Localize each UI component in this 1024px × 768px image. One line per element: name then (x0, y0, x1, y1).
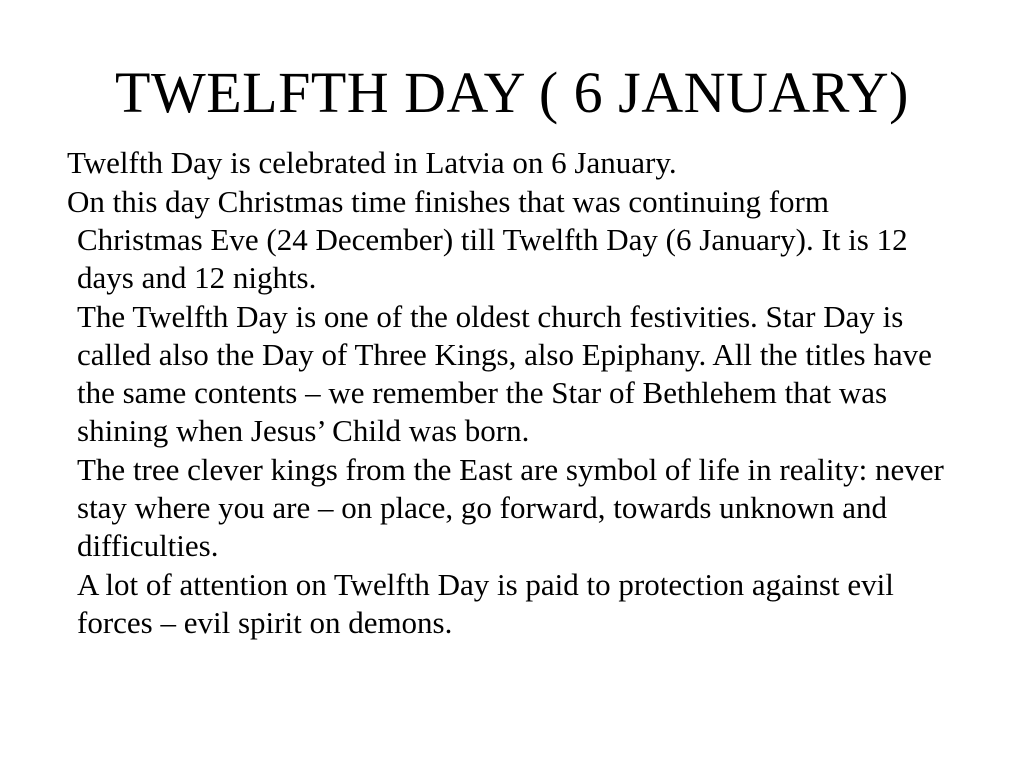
paragraph-church-festivity: The Twelfth Day is one of the oldest church festivities. Star Day is called also the Day of Three Kings, also Epiphany. All the titles have the same contents – we remember the Star of Bethlehem that was shining when Jesus’ Child was born. (77, 299, 932, 448)
slide-body (62, 144, 962, 643)
paragraph-protection: A lot of attention on Twelfth Day is paid to protection against evil forces – evil spirit on demons. (77, 567, 894, 640)
paragraph-three-kings: The tree clever kings from the East are symbol of life in reality: never stay where you are – on place, go forward, towards unknown and difficulties. (77, 452, 944, 563)
paragraph-christmas-time: On this day Christmas time finishes that was continuing form Christmas Eve (24 December) till Twelfth Day (6 January). It is 12 days and 12 nights. (67, 184, 908, 295)
paragraph-celebration-date: Twelfth Day is celebrated in Latvia on 6 January. (67, 145, 677, 180)
slide-title: TWELFTH DAY ( 6 JANUARY) (115, 60, 909, 125)
